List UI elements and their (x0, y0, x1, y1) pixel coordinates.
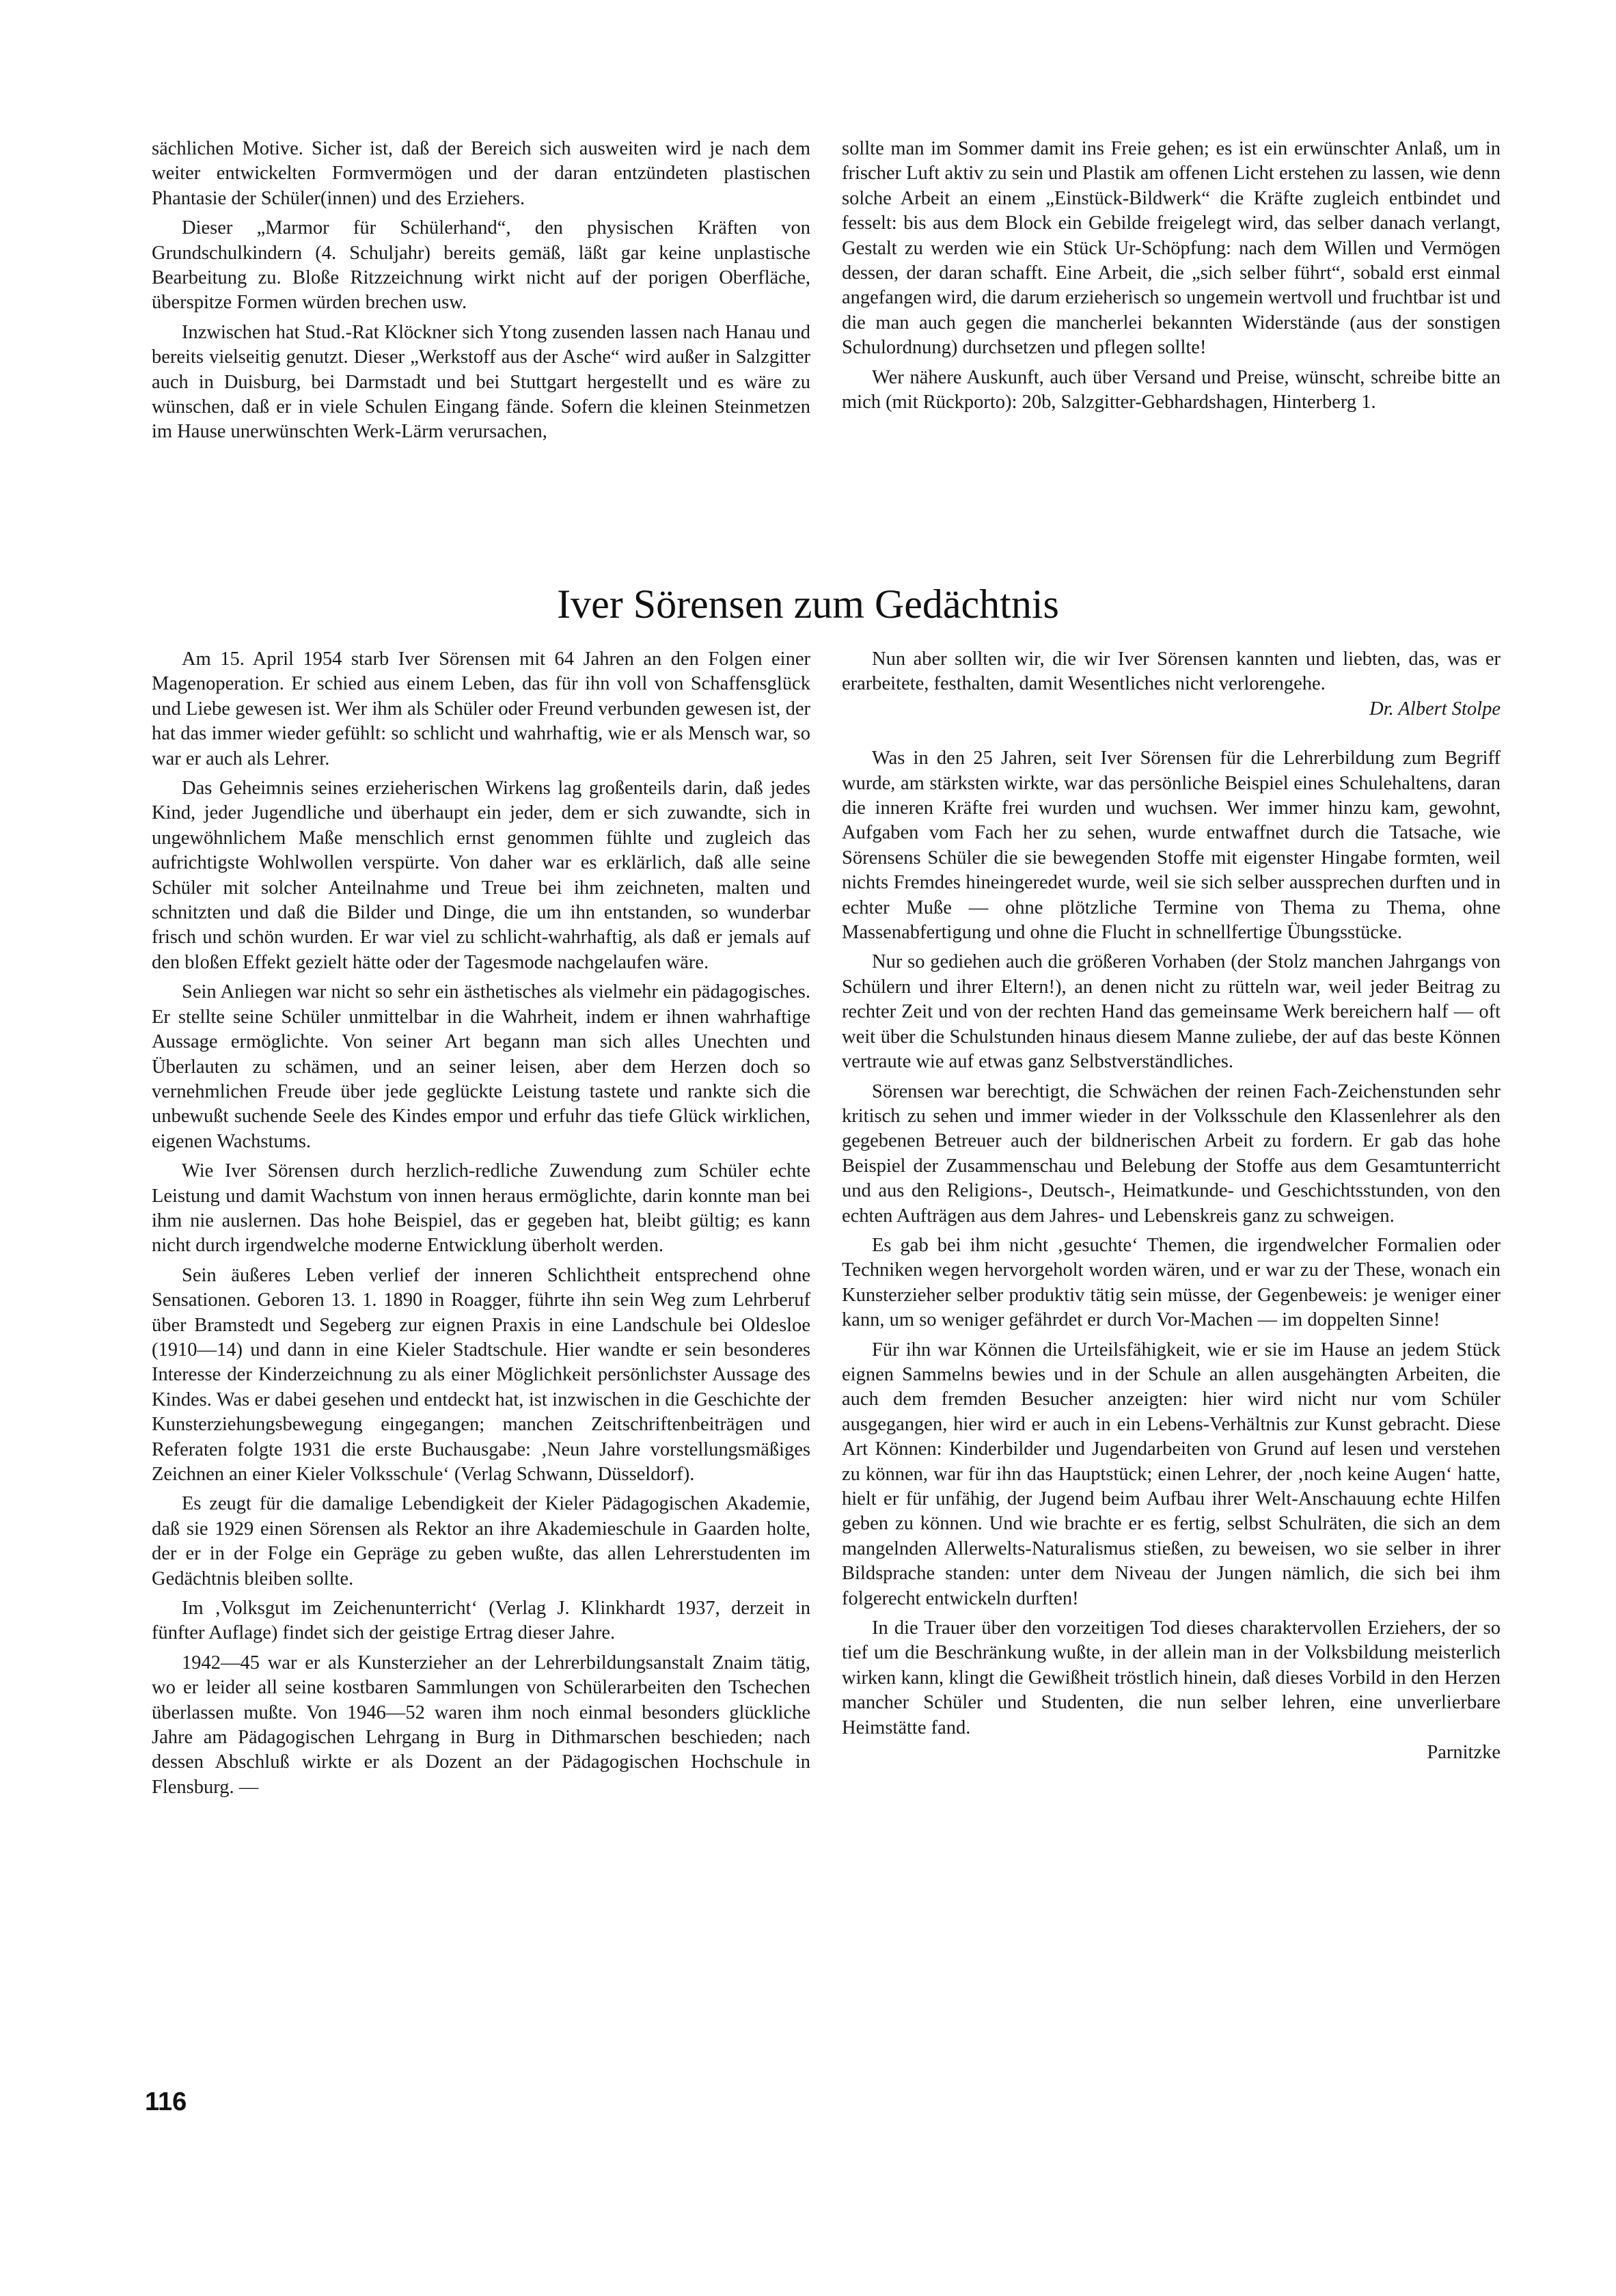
signature-row (842, 697, 1501, 722)
paragraph: Sörensen war berechtigt, die Schwächen der reinen Fach-Zeichenstunden sehr kritisch zu sehen und immer wieder in der Volksschule den Klassenlehrer als den gegebenen Betreuer auch der bildnerischen Arbeit zu fordern. Er gab das hohe Beispiel der Zusammenschau und Belebung der Stoffe aus dem Gesamtunterricht und aus den Religions-, Deutsch-, Heimatkunde- und Geschichtsstunden, von den echten Aufträgen aus dem Jahres- und Lebenskreis ganz zu schweigen. (842, 1080, 1501, 1227)
paragraph: Es zeugt für die damalige Lebendigkeit der Kieler Pädagogischen Akademie, daß sie 1929 einen Sörensen als Rektor an ihre Akademieschule in Gaarden holte, der er in der Folge ein Gepräge zu geben wußte, das allen Lehrerstudenten im Gedächtnis bleiben sollte. (152, 1493, 810, 1589)
article-title: Iver Sörensen zum Gedächtnis (557, 582, 1059, 627)
paragraph: Nur so gediehen auch die größeren Vorhaben (der Stolz manchen Jahrgangs von Schülern und ihrer Eltern!), an denen nicht zu rütteln war, weil jeder Beitrag zu rechter Zeit und von der rechten Hand das gemeinsame Werk bereichern half — oft weit über die Schulstunden hinaus diesem Manne zuliebe, der auf das beste Können vertraute wie auf etwas ganz Selbstverständliches. (842, 951, 1501, 1073)
paragraph: 1942—45 war er als Kunsterzieher an der Lehrerbildungsanstalt Znaim tätig, wo er leider all seine kostbaren Sammlungen von Schülerarbeiten den Tschechen überlassen mußte. Von 1946—52 waren ihm noch einmal besonders glückliche Jahre am Pädagogischen Lehrgang in Burg in Dithmarschen beschieden; nach dessen Abschluß wirkte er als Dozent an der Pädagogischen Hochschule in Flensburg. — (152, 1652, 810, 1798)
top-left-column (152, 137, 810, 445)
paragraph: sächlichen Motive. Sicher ist, daß der Bereich sich ausweiten wird je nach dem weiter entwickelten Formvermögen und der daran entzündeten plastischen Phantasie der Schüler(innen) und des Erziehers. (152, 138, 810, 209)
paragraph: Es gab bei ihm nicht ‚gesuchte‘ Themen, die irgendwelcher Formalien oder Techniken wegen hervorgeholt worden wären, und er war zu der These, wonach ein Kunsterzieher selber produktiv tätig sein müsse, der Gegenbeweis: je weniger einer kann, um so weniger gefährdet er durch Vor-Machen — im doppelten Sinne! (842, 1234, 1501, 1331)
paragraph: Für ihn war Können die Urteilsfähigkeit, wie er sie im Hause an jedem Stück eignen Sammelns bewies und in der Schule an allen ausgehängten Arbeiten, die auch dem fremden Besucher anzeigten: hier wird nicht nur vom Schüler ausgegangen, hier wird er auch in ein Lebens-Verhältnis zur Kunst gebracht. Diese Art Können: Kinderbilder und Jugendarbeiten von Grund auf lesen und verstehen zu können, war für ihn das Hauptstück; einen Lehrer, der ‚noch keine Augen‘ hatte, hielt er für unfähig, der Jugend beim Aufbau ihrer Welt-Anschauung echte Hilfen geben zu können. Und wie brachte er es fertig, selbst Schulräten, die sich an dem mangelnden Allerwelts-Naturalismus stießen, zu beweisen, wo sie selber in ihrer Bildsprache standen: unter dem Niveau der Jungen nämlich, die sich bei ihm folgerecht entwickeln durften! (842, 1339, 1501, 1609)
paragraph: Im ‚Volksgut im Zeichenunterricht‘ (Verlag J. Klinkhardt 1937, derzeit in fünfter Auflage) findet sich der geistige Ertrag dieser Jahre. (152, 1598, 810, 1644)
article-left-column (152, 647, 810, 1800)
signature-row (842, 1740, 1501, 1765)
author-signature: Dr. Albert Stolpe (1369, 698, 1501, 720)
paragraph: Inzwischen hat Stud.-Rat Klöckner sich Ytong zusenden lassen nach Hanau und bereits vielseitig genutzt. Dieser „Werkstoff aus der Asche“ wird außer in Salzgitter auch in Duisburg, bei Darmstadt und bei Stuttgart hergestellt und es wäre zu wünschen, daß er in viele Schulen Eingang fände. Sofern die kleinen Steinmetzen im Hause unerwünschten Werk-Lärm verursachen, (152, 321, 810, 443)
page-number: 116 (145, 2088, 187, 2116)
paragraph: sollte man im Sommer damit ins Freie gehen; es ist ein erwünschter Anlaß, um in frischer Luft aktiv zu sein und Plastik am offenen Licht erstehen zu lassen, wie denn solche Arbeit an einem „Einstück-Bildwerk“ die Kräfte zugleich entbindet und fesselt: bis aus dem Block ein Gebilde freigelegt wird, das selber danach verlangt, Gestalt zu werden wie ein Stück Ur-Schöpfung: nach dem Willen und Vermögen dessen, der daran schafft. Eine Arbeit, die „sich selber führt“, sobald erst einmal angefangen wird, die darum erzieherisch so ungemein wertvoll und fruchtbar ist und die man auch gegen die mancherlei bekannten Widerstände (aus der sonstigen Schulordnung) durchsetzen und pflegen sollte! (842, 138, 1501, 359)
paragraph: Was in den 25 Jahren, seit Iver Sörensen für die Lehrerbildung zum Begriff wurde, am stärksten wirkte, war das persönliche Beispiel eines Schulehaltens, daran die inneren Kräfte frei wurden und wuchsen. Wer immer hinzu kam, gewohnt, Aufgaben vom Fach her zu sehen, wurde entwaffnet durch die Tatsache, wie Sörensens Schüler die sie bewegenden Stoffe mit eigenster Hingabe formten, weil nichts Fremdes hineingeredet wurde, weil sie sich selber aussprechen durften und in echter Muße — ohne plötzliche Termine von Thema zu Thema, ohne Massenabfertigung und ohne die Flucht in schnellfertige Übungsstücke. (842, 748, 1501, 944)
paragraph: Dieser „Marmor für Schülerhand“, den physischen Kräften von Grundschulkindern (4. Schuljahr) bereits gemäß, läßt gar keine unplastische Bearbeitung zu. Bloße Ritzzeichnung wirkt nicht auf der porigen Oberfläche, überspitze Formen würden brechen usw. (152, 217, 810, 314)
paragraph: Sein äußeres Leben verlief der inneren Schlichtheit entsprechend ohne Sensationen. Geboren 13. 1. 1890 in Roagger, führte ihn sein Weg zum Lehrberuf über Bramstedt und Segeberg zur eignen Praxis in eine Landschule bei Oldesloe (1910—14) und dann in eine Kieler Stadtschule. Hier wandte er sein besonderes Interesse der Kinderzeichnung zu als einer Möglichkeit persönlichster Aussage des Kindes. Was er dabei gesehen und entdeckt hat, ist inzwischen in die Geschichte der Kunsterziehungsbewegung eingegangen; manchen Zeitschriftenbeiträgen und Referaten folgte 1931 die erste Buchausgabe: ‚Neun Jahre vorstellungsmäßiges Zeichnen an einer Kieler Volksschule‘ (Verlag Schwann, Düsseldorf). (152, 1264, 810, 1485)
paragraph: Wie Iver Sörensen durch herzlich-redliche Zuwendung zum Schüler echte Leistung und damit Wachstum von innen heraus ermöglichte, darin konnte man bei ihm nie auslernen. Das hohe Beispiel, das er gegeben hat, bleibt gültig; es kann nicht durch irgendwelche moderne Entwicklung überholt werden. (152, 1160, 810, 1257)
paragraph: Wer nähere Auskunft, auch über Versand und Preise, wünscht, schreibe bitte an mich (mit Rückporto): 20b, Salzgitter-Gebhardshagen, Hinterberg 1. (842, 366, 1501, 413)
author-signature: Parnitzke (1427, 1742, 1501, 1764)
top-right-column (842, 137, 1501, 415)
paragraph: In die Trauer über den vorzeitigen Tod dieses charaktervollen Erziehers, der so tief um die Beschränkung wußte, in der allein man in der Volksbildung meisterlich wirken kann, klingt die Gewißheit tröstlich hinein, daß dieses Vorbild in den Herzen mancher Schüler und Studenten, die nun selber lehren, eine unverlierbare Heimstätte fand. (842, 1617, 1501, 1738)
paragraph: Nun aber sollten wir, die wir Iver Sörensen kannten und liebten, das, was er erarbeitete, festhalten, damit Wesentliches nicht verlorengehe. (842, 648, 1501, 695)
paragraph: Sein Anliegen war nicht so sehr ein ästhetisches als vielmehr ein pädagogisches. Er stellte seine Schüler unmittelbar in die Wahrheit, indem er ihnen wahrhaftige Aussage ermöglichte. Von seiner Art begann man sich alles Unechten und Überlauten zu schämen, und an seiner leisen, aber dem Herzen doch so vernehmlichen Freude über jede geglückte Leistung tastete und rankte sich die unbewußt suchende Seele des Kindes empor und erfuhr das tiefe Glück wirklichen, eigenen Wachstums. (152, 981, 810, 1152)
article-right-column (842, 647, 1501, 1765)
paragraph: Das Geheimnis seines erzieherischen Wirkens lag großenteils darin, daß jedes Kind, jeder Jugendliche und überhaupt ein jeder, dem er sich zuwandte, sich in ungewöhnlichem Maße menschlich ernst genommen fühlte und zugleich das aufrichtigste Wohlwollen verspürte. Von daher war es erklärlich, daß alle seine Schüler mit solcher Anteilnahme und Treue bei ihm zeichneten, malten und schnitzten und daß die Bilder und Dinge, die um ihn entstanden, so wunderbar frisch und schön wurden. Er war viel zu schlicht-wahrhaftig, als daß er jemals auf den bloßen Effekt gezielt hätte oder der Tagesmode nachgelaufen wäre. (152, 778, 810, 973)
paragraph: Am 15. April 1954 starb Iver Sörensen mit 64 Jahren an den Folgen einer Magenoperation. Er schied aus einem Leben, das für ihn voll von Schaffensglück und Liebe gewesen ist. Wer ihm als Schüler oder Freund verbunden gewesen ist, der hat das immer wieder gefühlt: so schlicht und wahrhaftig, wie er als Mensch war, so war er auch als Lehrer. (152, 648, 810, 769)
